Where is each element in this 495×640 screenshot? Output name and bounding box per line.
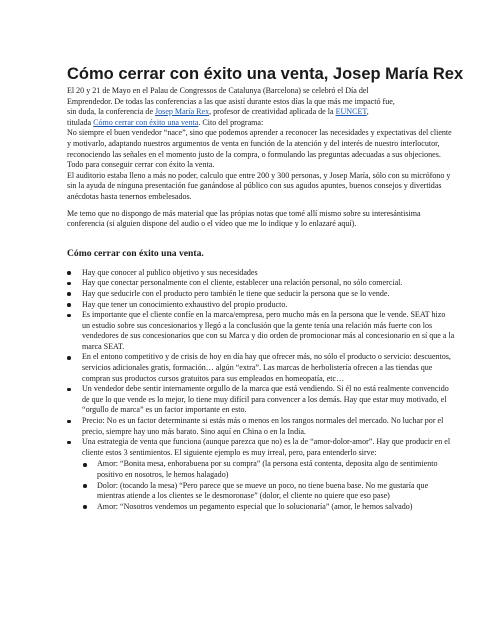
intro-line-1: El 20 y 21 de Mayo en el Palau de Congressos de Catalunya (Barcelona) se celebró el Día del [67, 86, 369, 95]
list-item: Precio: No es un factor determinante si estás más o menos en los rangos normales del mercado. No luchar por el precio, siempre hay uno más barato. Sino aquí en China o en la India. [67, 416, 455, 437]
page-title: Cómo cerrar con éxito una venta, Josep María Rex [67, 65, 464, 83]
intro-paragraph [67, 86, 455, 128]
list-item: Hay que seducirle con el producto pero también le tiene que seducir la persona que se lo vende. [67, 289, 455, 300]
list-item-with-subitems [67, 437, 455, 512]
list-item: Es importante que el cliente confíe en la marca/empresa, pero mucho más en la persona que le vende. SEAT hizo un estudio sobre sus concesionarios y llegó a la conclusión que la gente tenía una relación más fuerte con los vendedores de sus concesionarios que con su Marca y dio orden de promocionar más al concesionario en sí que a la marca SEAT. [67, 310, 455, 352]
intro-line-3-mid: , profesor de creatividad aplicada de la [209, 107, 336, 117]
josep-maria-rex-link[interactable]: Josep María Rex [155, 107, 210, 117]
list-item: En el entono competitivo y de crisis de hoy en día hay que ofrecer más, no sólo el producto o servicio: descuentos, servicios adicionales gratis, formación… algún “extra”. Las marcas de herbolistería ofrecen a las tiendas que compran sus productos cursos gratuitos para sus empleados en homeopatía, etc… [67, 352, 455, 384]
list-item: Un vendedor debe sentir internamente orgullo de la marca que está vendiendo. Si él no está realmente convencido de que lo que vende es lo mejor, lo tiene muy difícil para convencer a los demás. Hay que estar muy motivado, el “orgullo de marca” es un factor importante en esto. [67, 384, 455, 416]
section-heading: Cómo cerrar con éxito una venta. [67, 247, 204, 259]
list-item-text: Una estrategia de venta que funciona (aunque parezca que no) es la de “amor-dolor-amor”. Hay que producir en el cliente estos 3 sentimientos. El siguiente ejemplo es muy irreal, pero, para entenderlo sirve: [82, 437, 451, 457]
list-item: Hay que tener un conocimiento exhaustivo del propio producto. [67, 300, 455, 311]
sub-list-item: Amor: “Nosotros vendemos un pegamento especial que lo solucionaría” (amor, le hemos salvado) [82, 502, 455, 513]
sub-list-item: Amor: “Bonita mesa, enhorabuena por su compra” (la persona está contenta, deposita algo de sentimiento positivo en nosotros, le hemos halagado) [82, 459, 455, 480]
intro-line-3-pre: sin duda, la conferencia de [67, 107, 156, 117]
list-item: Hay que conectar personalmente con el cliente, establecer una relación personal, no sólo comercial. [67, 278, 455, 289]
intro-line-4-post: . Cito del programa: [198, 117, 264, 127]
intro-line-4-pre: titulada [67, 117, 94, 127]
auditorium-paragraph: El auditorio estaba lleno a más no poder, calculo que entre 200 y 300 personas, y Josep María, sólo con su micrófono y sin la ayuda de ninguna presentación fue ganándose al público con sus agudos apuntes, buenos consejos y divertidas anécdotas hasta tenernos embelesados. [67, 170, 451, 201]
tips-list [67, 268, 455, 513]
sub-list [82, 459, 455, 512]
list-item: Hay que conocer al publico objetivo y sus necesidades [67, 268, 455, 279]
sub-list-item: Dolor: (tocando la mesa) “Pero parece que se mueve un poco, no tiene buena base. No me gustaría que mientras atiende a los clientes se le desmoronase” (dolor, el cliente no quiere que eso pase) [82, 481, 455, 502]
notes-disclaimer: Me temo que no dispongo de más material que las própias notas que tomé allí mismo sobre su interesántisima conferencia (si alguien dispone del audio o el vídeo que me lo indique y lo enlazaré aquí). [67, 208, 421, 229]
euncet-link[interactable]: EUNCET [335, 107, 367, 117]
intro-line-2: Emprendedor. De todas las conferencias a las que asistí durante estos días la que más me impactó fue, [67, 96, 395, 106]
intro-line-3-post: , [366, 107, 369, 117]
talk-title-link[interactable]: Cómo cerrar con éxito una venta [93, 117, 199, 127]
program-quote: No siempre el buen vendedor “nace”, sino que podemos aprender a reconocer las necesidades y expectativas del cliente y motivarlo, adaptando nuestros argumentos de venta en función de la atención y del interés de nuestro interlocutor, reconociendo las señales en el momento justo de la compra, o formulando las preguntas adecuadas a sus objeciones. Todo para conseguir cerrar con éxito la venta. [67, 128, 452, 170]
document-body [67, 86, 455, 512]
